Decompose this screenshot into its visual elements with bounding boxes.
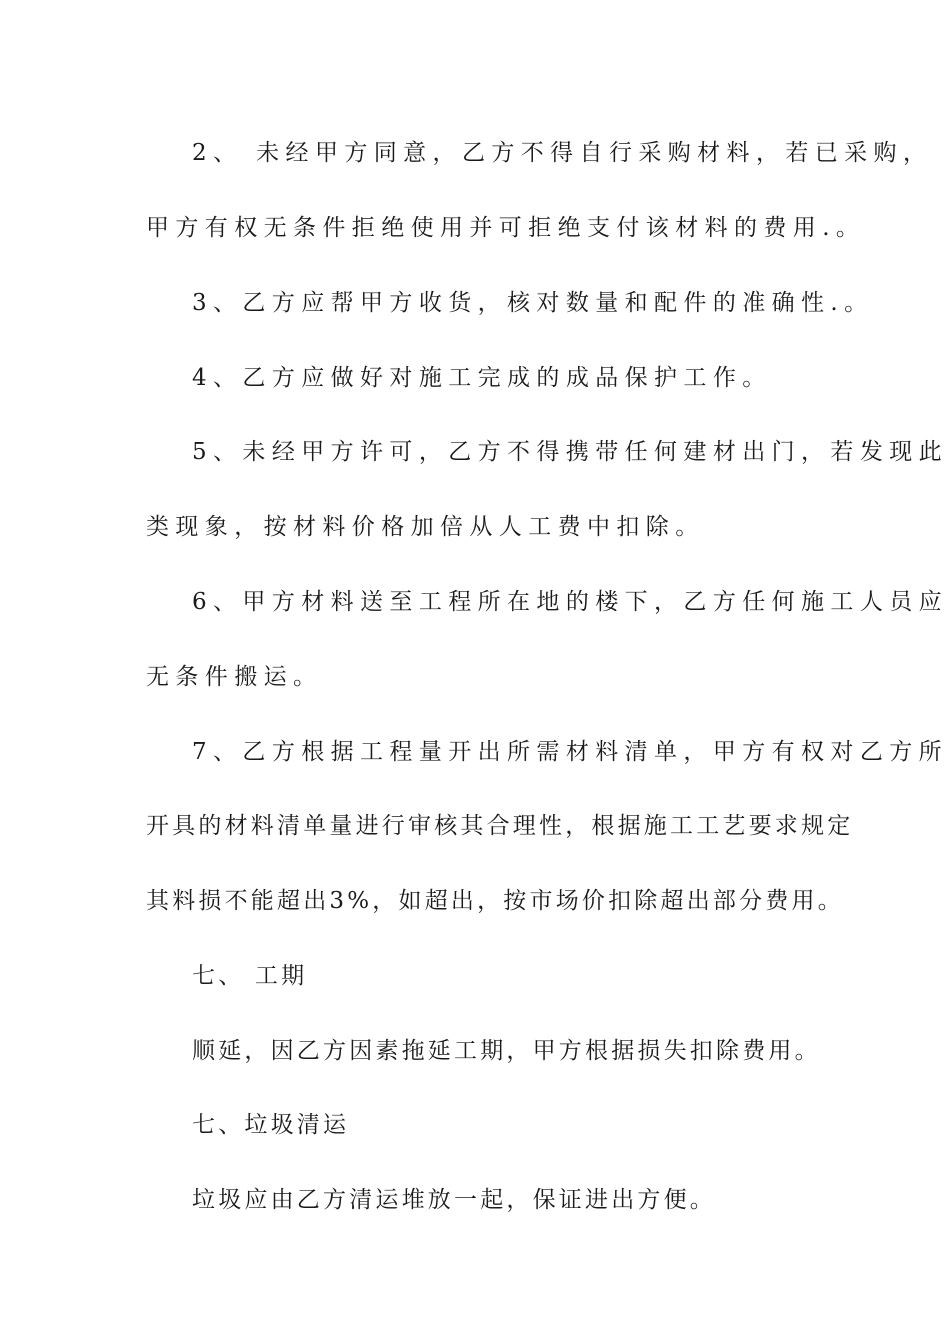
paragraph-delay: 顺延，因乙方因素拖延工期，甲方根据损失扣除费用。 — [192, 1038, 821, 1064]
paragraph-4: 4、乙方应做好对施工完成的成品保护工作。 — [192, 365, 772, 391]
paragraph-6-line-1: 6、甲方材料送至工程所在地的楼下，乙方任何施工人员应 — [192, 589, 949, 615]
paragraph-2-line-1: 2、 未经甲方同意，乙方不得自行采购材料，若已采购， — [192, 140, 933, 166]
paragraph-7-line-3: 其料损不能超出3%，如超出，按市场价扣除超出部分费用。 — [146, 888, 844, 914]
paragraph-7-line-2: 开具的材料清单量进行审核其合理性，根据施工工艺要求规定 — [146, 813, 854, 839]
paragraph-5-line-1: 5、未经甲方许可，乙方不得携带任何建材出门，若发现此 — [192, 439, 949, 465]
paragraph-6-line-2: 无条件搬运。 — [146, 664, 323, 690]
section-heading-period: 七、 工期 — [192, 963, 308, 989]
paragraph-garbage: 垃圾应由乙方清运堆放一起，保证进出方便。 — [192, 1187, 716, 1213]
paragraph-3: 3、乙方应帮甲方收货，核对数量和配件的准确性.。 — [192, 290, 874, 316]
paragraph-5-line-2: 类现象，按材料价格加倍从人工费中扣除。 — [146, 514, 705, 540]
paragraph-7-line-1: 7、乙方根据工程量开出所需材料清单，甲方有权对乙方所 — [192, 739, 949, 765]
paragraph-2-line-2: 甲方有权无条件拒绝使用并可拒绝支付该材料的费用.。 — [146, 215, 866, 241]
section-heading-garbage: 七、垃圾清运 — [192, 1112, 350, 1138]
